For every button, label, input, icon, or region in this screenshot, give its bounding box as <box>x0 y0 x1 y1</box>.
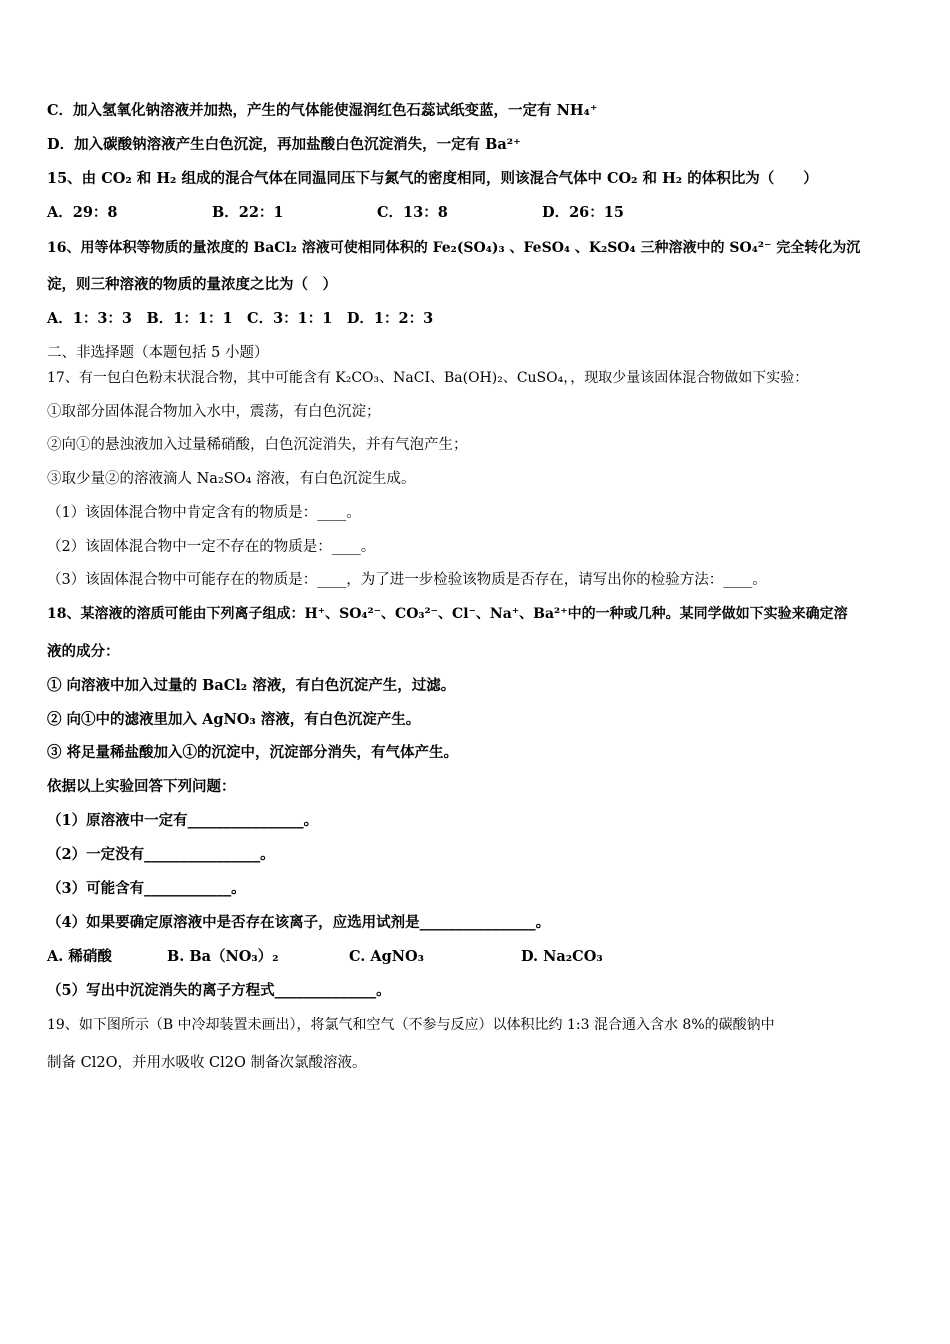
question-15: 15、由 CO₂ 和 H₂ 组成的混合气体在同温同压下与氮气的密度相同，则该混合气体中 CO₂ 和 H₂ 的体积比为（ ） <box>47 170 818 187</box>
option-c-line: C．加入氢氧化钠溶液并加热，产生的气体能使湿润红色石蕊试纸变蓝，一定有 NH₄⁺ <box>47 102 598 119</box>
q18-sub-1: （1）原溶液中一定有________________。 <box>47 812 319 829</box>
question-18-line2: 液的成分： <box>47 643 120 660</box>
q18-options <box>47 947 603 967</box>
q18-step-2: ② 向①中的滤液里加入 AgNO₃ 溶液，有白色沉淀产生。 <box>47 711 421 728</box>
question-18-line1: 18、某溶液的溶质可能由下列离子组成：H⁺、SO₄²⁻、CO₃²⁻、Cl⁻、Na⁺、Ba²⁺中的一种或几种。某同学做如下实验来确定溶 <box>47 606 848 622</box>
section-heading: 二、非选择题（本题包括 5 小题） <box>47 345 269 361</box>
q18-option-b: B. Ba（NO₃）₂ <box>167 948 279 965</box>
q15-option-a: A．29：8 <box>47 204 118 221</box>
q18-sub-3: （3）可能含有____________。 <box>47 880 246 897</box>
q18-sub-4: （4）如果要确定原溶液中是否存在该离子，应选用试剂是________________。 <box>47 914 551 931</box>
question-15-options <box>47 203 624 223</box>
question-16-line1: 16、用等体积等物质的量浓度的 BaCl₂ 溶液可使相同体积的 Fe₂(SO₄)₃ 、FeSO₄ 、K₂SO₄ 三种溶液中的 SO₄²⁻ 完全转化为沉 <box>47 240 861 256</box>
option-d-line: D．加入碳酸钠溶液产生白色沉淀，再加盐酸白色沉淀消失，一定有 Ba²⁺ <box>47 136 521 153</box>
q18-sub-5: （5）写出中沉淀消失的离子方程式______________。 <box>47 982 391 999</box>
question-16-options: A．1：3：3 B．1：1：1 C．3：1：1 D．1：2：3 <box>47 310 434 327</box>
q18-step-1: ① 向溶液中加入过量的 BaCl₂ 溶液，有白色沉淀产生，过滤。 <box>47 677 456 694</box>
q17-sub-2: （2）该固体混合物中一定不存在的物质是：____。 <box>47 539 376 555</box>
q17-step-3: ③取少量②的溶液滴人 Na₂SO₄ 溶液，有白色沉淀生成。 <box>47 471 416 487</box>
question-16-line2: 淀，则三种溶液的物质的量浓度之比为（ ） <box>47 276 337 293</box>
q15-option-c: C．13：8 <box>377 204 448 221</box>
question-19-line2: 制备 Cl2O，并用水吸收 Cl2O 制备次氯酸溶液。 <box>47 1055 367 1071</box>
q18-step-3: ③ 将足量稀盐酸加入①的沉淀中，沉淀部分消失，有气体产生。 <box>47 744 459 761</box>
q18-option-c: C. AgNO₃ <box>349 948 425 965</box>
question-17: 17、有一包白色粉末状混合物，其中可能含有 K₂CO₃、NaCI、Ba(OH)₂、CuSO₄，，现取少量该固体混合物做如下实验： <box>47 370 809 386</box>
q17-sub-3: （3）该固体混合物中可能存在的物质是：____，为了进一步检验该物质是否存在，请写出你的检验方法：____。 <box>47 572 767 588</box>
q18-basis: 依据以上实验回答下列问题： <box>47 778 236 795</box>
q18-sub-2: （2）一定没有________________。 <box>47 846 275 863</box>
q17-step-1: ①取部分固体混合物加入水中，震荡，有白色沉淀； <box>47 404 381 420</box>
q15-option-b: B．22：1 <box>212 204 284 221</box>
q18-option-d: D. Na₂CO₃ <box>521 948 603 965</box>
q18-option-a: A. 稀硝酸 <box>47 948 112 965</box>
q15-option-d: D．26：15 <box>542 204 624 221</box>
q17-sub-1: （1）该固体混合物中肯定含有的物质是：____。 <box>47 505 361 521</box>
question-19-line1: 19、如下图所示（B 中冷却装置未画出），将氯气和空气（不参与反应）以体积比约 1:3 混合通入含水 8%的碳酸钠中 <box>47 1017 775 1033</box>
q17-step-2: ②向①的悬浊液加入过量稀硝酸，白色沉淀消失，并有气泡产生； <box>47 437 468 453</box>
